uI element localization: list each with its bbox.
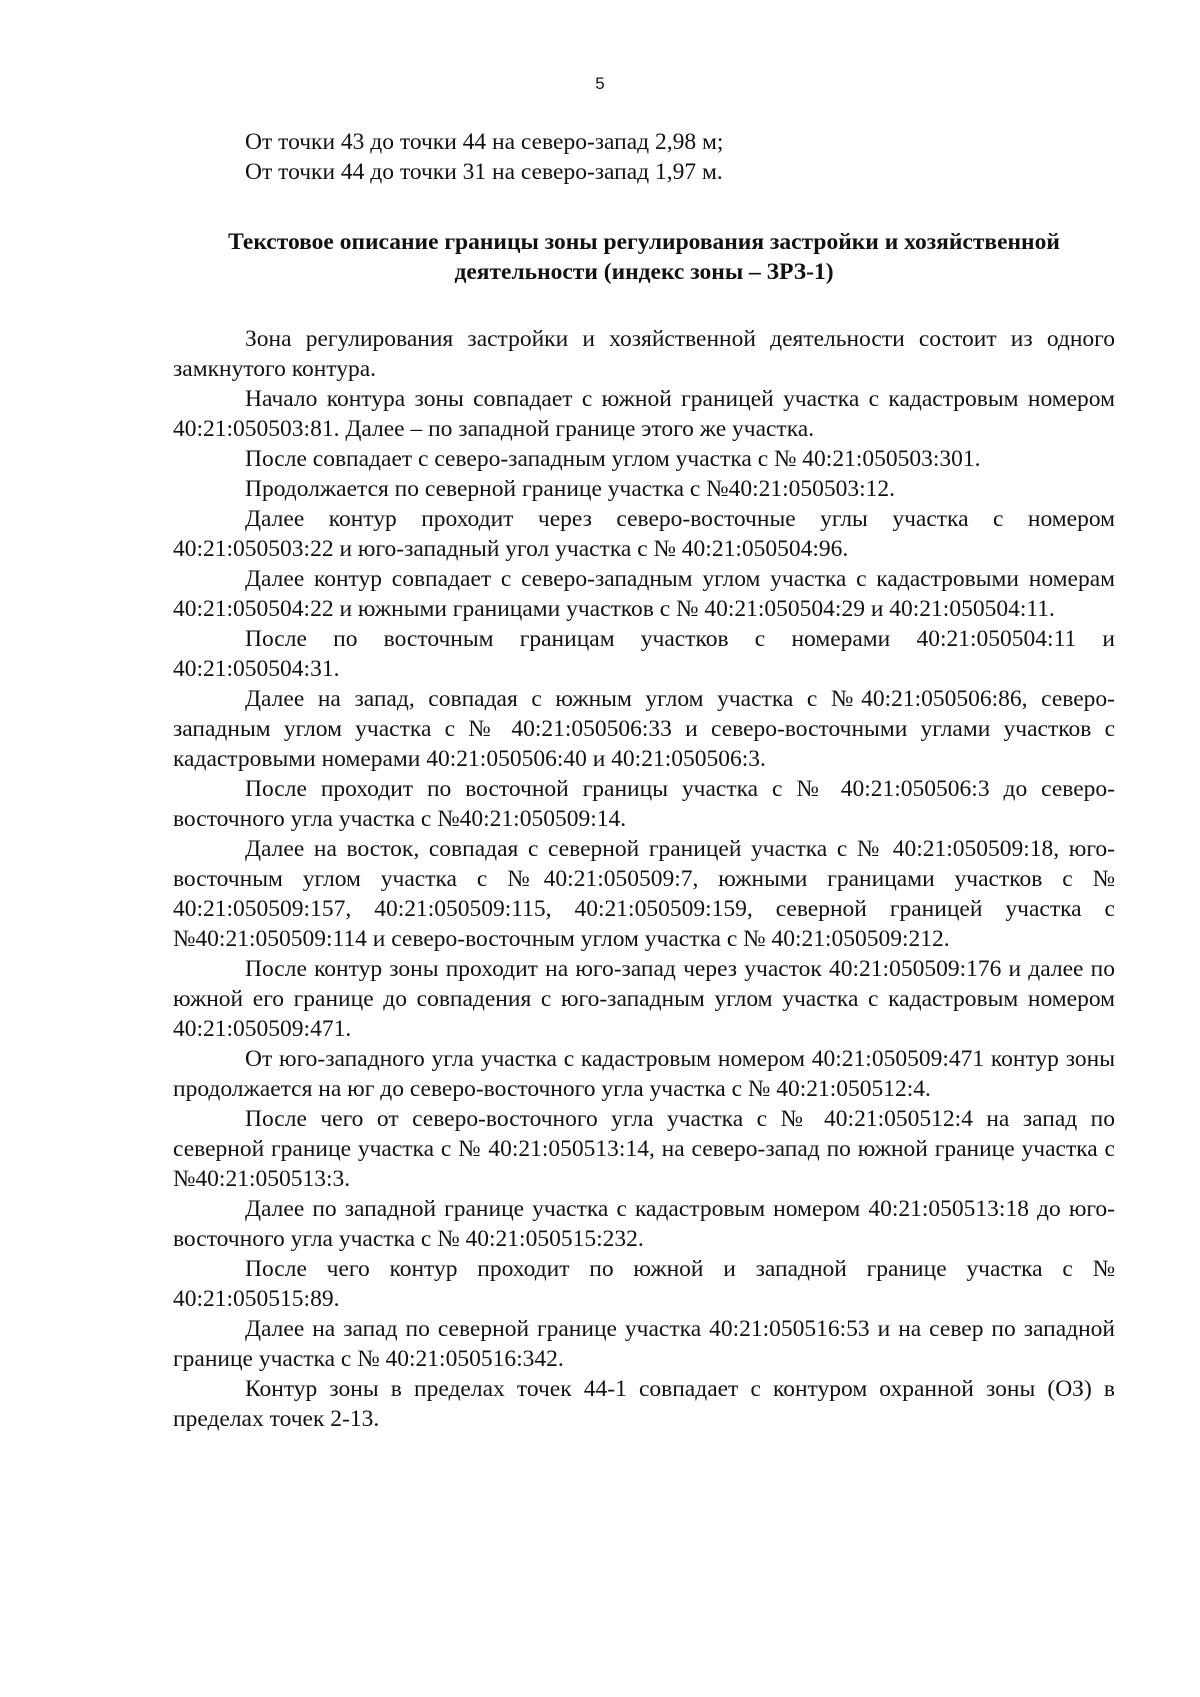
paragraph: Зона регулирования застройки и хозяйственной деятельности состоит из одного замкнутого контура. bbox=[173, 326, 1115, 382]
paragraph: Контур зоны в пределах точек 44-1 совпадает с контуром охранной зоны (ОЗ) в пределах точек 2-13. bbox=[173, 1376, 1115, 1432]
paragraph: Далее на восток, совпадая с северной границей участка с № 40:21:050509:18, юго-восточным углом участка с №40:21:050509:7, южными границами участков с № 40:21:050509:157, 40:21:050509:115, 40:21:050509:159, северной границей участка с №40:21:050509:114 и северо-восточным углом участка с № 40:21:050509:212. bbox=[173, 836, 1115, 952]
paragraph: После по восточным границам участков с номерами 40:21:050504:11 и 40:21:050504:31. bbox=[173, 626, 1115, 682]
paragraph: Далее контур совпадает с северо-западным углом участка с кадастровыми номерам 40:21:050504:22 и южными границами участков с № 40:21:050504:29 и 40:21:050504:11. bbox=[173, 566, 1115, 622]
paragraph: После проходит по восточной границы участка с № 40:21:050506:3 до северо-восточного угла участка с №40:21:050509:14. bbox=[173, 776, 1115, 832]
intro-line: От точки 44 до точки 31 на северо-запад 1,97 м. bbox=[245, 159, 723, 185]
section-title: Текстовое описание границы зоны регулирования застройки и хозяйственной деятельности (индекс зоны – ЗРЗ-1) bbox=[228, 229, 1060, 285]
paragraph: Далее на запад по северной границе участка 40:21:050516:53 и на север по западной границе участка с № 40:21:050516:342. bbox=[173, 1316, 1115, 1372]
intro-lines bbox=[173, 127, 1115, 187]
paragraph: После совпадает с северо-западным углом участка с № 40:21:050503:301. bbox=[245, 446, 981, 472]
paragraph: От юго-западного угла участка с кадастровым номером 40:21:050509:471 контур зоны продолжается на юг до северо-восточного угла участка с № 40:21:050512:4. bbox=[173, 1046, 1115, 1102]
intro-line: От точки 43 до точки 44 на северо-запад 2,98 м; bbox=[245, 129, 724, 155]
page-number: 5 bbox=[595, 74, 605, 93]
paragraph: Далее на запад, совпадая с южным углом участка с №40:21:050506:86, северо-западным углом участка с № 40:21:050506:33 и северо-восточными углами участков с кадастровыми номерами 40:21:050506:40 и 40:21:050506:3. bbox=[173, 686, 1115, 772]
paragraph: После чего контур проходит по южной и западной границе участка с № 40:21:050515:89. bbox=[173, 1256, 1115, 1312]
paragraph: После контур зоны проходит на юго-запад через участок 40:21:050509:176 и далее по южной его границе до совпадения с юго-западным углом участка с кадастровым номером 40:21:050509:471. bbox=[173, 956, 1115, 1042]
paragraph: Далее контур проходит через северо-восточные углы участка с номером 40:21:050503:22 и юго-западный угол участка с № 40:21:050504:96. bbox=[173, 506, 1115, 562]
section-paragraphs bbox=[173, 324, 1115, 1434]
paragraph: После чего от северо-восточного угла участка с № 40:21:050512:4 на запад по северной границе участка с № 40:21:050513:14, на северо-запад по южной границе участка с №40:21:050513:3. bbox=[173, 1106, 1115, 1192]
paragraph: Далее по западной границе участка с кадастровым номером 40:21:050513:18 до юго-восточного угла участка с № 40:21:050515:232. bbox=[173, 1196, 1115, 1252]
paragraph: Продолжается по северной границе участка с №40:21:050503:12. bbox=[245, 476, 896, 502]
document-body bbox=[173, 127, 1115, 1434]
paragraph: Начало контура зоны совпадает с южной границей участка с кадастровым номером 40:21:050503:81. Далее – по западной границе этого же участка. bbox=[173, 386, 1115, 442]
